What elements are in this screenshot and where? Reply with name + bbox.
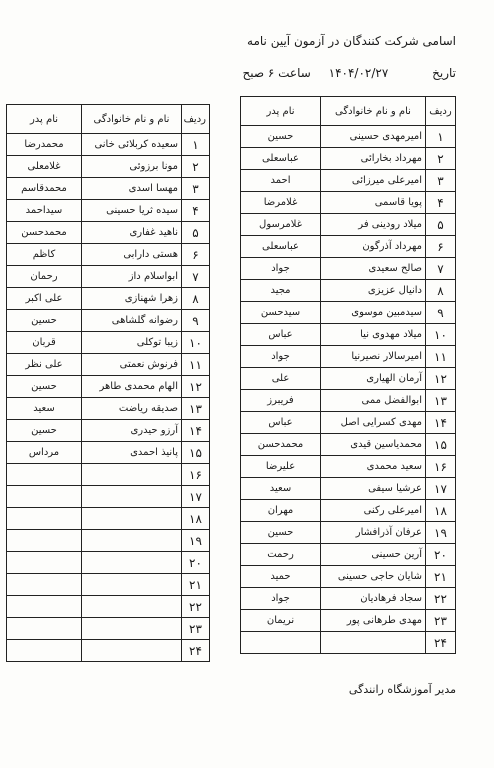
row-number: ۱۷ (426, 478, 456, 500)
row-name: امیرمهدی حسینی (321, 126, 426, 148)
header-father: نام پدر (241, 97, 321, 126)
table-row (241, 610, 456, 632)
row-name (321, 632, 426, 654)
row-name: مهدی کسرایی اصل (321, 412, 426, 434)
document-title: اسامی شرکت کنندگان در آزمون آیین نامه (247, 34, 456, 48)
table-row (241, 258, 456, 280)
row-name: فرنوش نعمتی (82, 354, 182, 376)
row-name: سیده ثریا حسینی (82, 200, 182, 222)
row-father-name: نریمان (241, 610, 321, 632)
left-participants-table (6, 104, 210, 662)
row-name: دانیال عزیزی (321, 280, 426, 302)
table-row (7, 310, 210, 332)
right-participants-table (240, 96, 456, 654)
table-row (241, 192, 456, 214)
header-name: نام و نام خانوادگی (321, 97, 426, 126)
row-number: ۱۹ (426, 522, 456, 544)
row-name: مهسا اسدی (82, 178, 182, 200)
row-number: ۹ (426, 302, 456, 324)
table-row (241, 390, 456, 412)
row-name: زهرا شهنازی (82, 288, 182, 310)
table-row (7, 552, 210, 574)
row-number: ۶ (182, 244, 210, 266)
table-row (7, 288, 210, 310)
row-father-name: غلامعلی (7, 156, 82, 178)
row-number: ۵ (182, 222, 210, 244)
row-name: پویا قاسمی (321, 192, 426, 214)
table-row (241, 302, 456, 324)
row-number: ۷ (426, 258, 456, 280)
row-father-name: علی (241, 368, 321, 390)
row-number: ۲۰ (426, 544, 456, 566)
row-number: ۲۳ (182, 618, 210, 640)
table-row (7, 398, 210, 420)
row-father-name (7, 618, 82, 640)
row-number: ۱۵ (182, 442, 210, 464)
row-father-name: جواد (241, 346, 321, 368)
row-father-name (7, 596, 82, 618)
row-father-name: جواد (241, 588, 321, 610)
row-father-name: مهران (241, 500, 321, 522)
table-row (241, 236, 456, 258)
row-number: ۲۴ (426, 632, 456, 654)
row-number: ۱۲ (426, 368, 456, 390)
row-father-name: رحمان (7, 266, 82, 288)
table-row (241, 148, 456, 170)
header-num: ردیف (426, 97, 456, 126)
row-number: ۲ (182, 156, 210, 178)
row-number: ۱ (182, 134, 210, 156)
row-father-name: عباسعلی (241, 236, 321, 258)
table-row (7, 354, 210, 376)
table-row (7, 200, 210, 222)
row-father-name: سعید (7, 398, 82, 420)
table-row (7, 596, 210, 618)
table-row (241, 632, 456, 654)
row-name (82, 508, 182, 530)
row-number: ۸ (426, 280, 456, 302)
row-name (82, 574, 182, 596)
row-name: شایان حاجی حسینی (321, 566, 426, 588)
time-value: ساعت ۶ صبح (242, 66, 311, 80)
row-name: عرفان آذرافشار (321, 522, 426, 544)
date-value: ۱۴۰۴/۰۲/۲۷ (328, 66, 389, 80)
row-father-name: قربان (7, 332, 82, 354)
row-name (82, 552, 182, 574)
row-number: ۱۴ (426, 412, 456, 434)
row-name: میلاد مهدوی نیا (321, 324, 426, 346)
row-number: ۲۲ (182, 596, 210, 618)
row-number: ۲ (426, 148, 456, 170)
row-name (82, 530, 182, 552)
row-father-name (7, 486, 82, 508)
row-father-name: علی اکبر (7, 288, 82, 310)
row-number: ۴ (426, 192, 456, 214)
row-father-name: محمدقاسم (7, 178, 82, 200)
row-father-name: احمد (241, 170, 321, 192)
table-row (241, 412, 456, 434)
row-number: ۲۴ (182, 640, 210, 662)
row-number: ۱۲ (182, 376, 210, 398)
row-father-name: محمدحسن (7, 222, 82, 244)
row-name: سعید محمدی (321, 456, 426, 478)
table-row (7, 640, 210, 662)
row-number: ۱۵ (426, 434, 456, 456)
row-father-name (7, 574, 82, 596)
table-row (7, 222, 210, 244)
table-row (241, 126, 456, 148)
row-father-name: حسین (7, 376, 82, 398)
table-row (7, 530, 210, 552)
row-name: عرشیا سیفی (321, 478, 426, 500)
row-number: ۱۹ (182, 530, 210, 552)
table-header-row (7, 105, 210, 134)
row-father-name (7, 640, 82, 662)
row-number: ۲۲ (426, 588, 456, 610)
row-number: ۱۱ (182, 354, 210, 376)
row-father-name: عباس (241, 324, 321, 346)
table-row (241, 544, 456, 566)
table-row (7, 574, 210, 596)
row-number: ۱۶ (426, 456, 456, 478)
row-number: ۱۸ (182, 508, 210, 530)
row-father-name (7, 552, 82, 574)
table-row (241, 588, 456, 610)
row-number: ۲۱ (182, 574, 210, 596)
row-father-name: عباس (241, 412, 321, 434)
row-number: ۱۴ (182, 420, 210, 442)
row-name: سیدمبین موسوی (321, 302, 426, 324)
row-name: مهدی طرهانی پور (321, 610, 426, 632)
table-row (7, 464, 210, 486)
row-name: امیرعلی رکنی (321, 500, 426, 522)
row-name: امیرعلی میرزائی (321, 170, 426, 192)
row-name: ابوالفضل ممی (321, 390, 426, 412)
row-number: ۵ (426, 214, 456, 236)
row-number: ۱۶ (182, 464, 210, 486)
row-number: ۱۰ (426, 324, 456, 346)
row-name: آرین حسینی (321, 544, 426, 566)
table-row (241, 566, 456, 588)
row-name: مهرداد بخارائی (321, 148, 426, 170)
row-number: ۶ (426, 236, 456, 258)
row-name: آرزو حیدری (82, 420, 182, 442)
row-name: هستی دارابی (82, 244, 182, 266)
table-row (241, 170, 456, 192)
date-line (243, 66, 457, 80)
row-name: صدیقه ریاضت (82, 398, 182, 420)
table-row (7, 508, 210, 530)
row-father-name: حسین (241, 522, 321, 544)
table-row (241, 434, 456, 456)
row-name: پانیذ احمدی (82, 442, 182, 464)
row-number: ۱۳ (182, 398, 210, 420)
table-row (241, 346, 456, 368)
date-label: تاریخ (432, 66, 456, 80)
row-name: سعیده کربلائی خانی (82, 134, 182, 156)
row-number: ۳ (426, 170, 456, 192)
row-number: ۴ (182, 200, 210, 222)
row-name: سجاد فرهادیان (321, 588, 426, 610)
row-father-name: فریبرز (241, 390, 321, 412)
row-number: ۳ (182, 178, 210, 200)
table-row (7, 376, 210, 398)
row-father-name: کاظم (7, 244, 82, 266)
row-name (82, 486, 182, 508)
row-name: رضوانه گلشاهی (82, 310, 182, 332)
row-father-name: مجید (241, 280, 321, 302)
row-number: ۷ (182, 266, 210, 288)
header-father: نام پدر (7, 105, 82, 134)
row-father-name: حسین (241, 126, 321, 148)
row-father-name (7, 464, 82, 486)
row-number: ۹ (182, 310, 210, 332)
table-header-row (241, 97, 456, 126)
table-row (241, 522, 456, 544)
table-row (7, 332, 210, 354)
row-father-name: سعید (241, 478, 321, 500)
table-row (241, 324, 456, 346)
row-father-name: محمدحسن (241, 434, 321, 456)
header-num: ردیف (182, 105, 210, 134)
table-row (7, 156, 210, 178)
row-father-name: حسین (7, 420, 82, 442)
footer-signature-label: مدیر آموزشگاه رانندگی (348, 683, 456, 696)
table-row (241, 456, 456, 478)
row-name: محمدیاسین قیدی (321, 434, 426, 456)
row-father-name: عباسعلی (241, 148, 321, 170)
row-name: مهرداد آذرگون (321, 236, 426, 258)
row-father-name: حسین (7, 310, 82, 332)
row-name: میلاد رودینی فر (321, 214, 426, 236)
row-father-name: رحمت (241, 544, 321, 566)
table-row (7, 420, 210, 442)
row-father-name: جواد (241, 258, 321, 280)
row-father-name: محمدرضا (7, 134, 82, 156)
row-number: ۱۸ (426, 500, 456, 522)
row-father-name: غلامرضا (241, 192, 321, 214)
row-father-name: علی نظر (7, 354, 82, 376)
row-father-name: سیداحمد (7, 200, 82, 222)
table-row (7, 134, 210, 156)
row-number: ۲۰ (182, 552, 210, 574)
row-father-name: سیدحسن (241, 302, 321, 324)
row-number: ۱۰ (182, 332, 210, 354)
row-father-name: غلامرسول (241, 214, 321, 236)
table-row (7, 442, 210, 464)
row-name: ابواسلام داز (82, 266, 182, 288)
row-number: ۲۳ (426, 610, 456, 632)
row-number: ۱ (426, 126, 456, 148)
row-father-name: علیرضا (241, 456, 321, 478)
header-name: نام و نام خانوادگی (82, 105, 182, 134)
table-row (241, 478, 456, 500)
row-name (82, 640, 182, 662)
table-row (241, 214, 456, 236)
table-row (241, 280, 456, 302)
table-row (241, 500, 456, 522)
row-name: الهام محمدی طاهر (82, 376, 182, 398)
table-row (7, 178, 210, 200)
row-father-name (7, 508, 82, 530)
row-name: صالح سعیدی (321, 258, 426, 280)
row-name (82, 464, 182, 486)
row-father-name: مرداس (7, 442, 82, 464)
row-father-name (241, 632, 321, 654)
row-number: ۲۱ (426, 566, 456, 588)
row-name (82, 618, 182, 640)
row-name: مونا برزوئی (82, 156, 182, 178)
row-father-name (7, 530, 82, 552)
row-number: ۱۳ (426, 390, 456, 412)
row-number: ۱۱ (426, 346, 456, 368)
row-name: امیرسالار نصیرنیا (321, 346, 426, 368)
row-name (82, 596, 182, 618)
table-row (7, 486, 210, 508)
table-row (7, 244, 210, 266)
row-name: آرمان الهیاری (321, 368, 426, 390)
row-number: ۸ (182, 288, 210, 310)
row-father-name: حمید (241, 566, 321, 588)
row-name: زیبا توکلی (82, 332, 182, 354)
row-name: ناهید غفاری (82, 222, 182, 244)
table-row (7, 618, 210, 640)
table-row (7, 266, 210, 288)
row-number: ۱۷ (182, 486, 210, 508)
table-row (241, 368, 456, 390)
